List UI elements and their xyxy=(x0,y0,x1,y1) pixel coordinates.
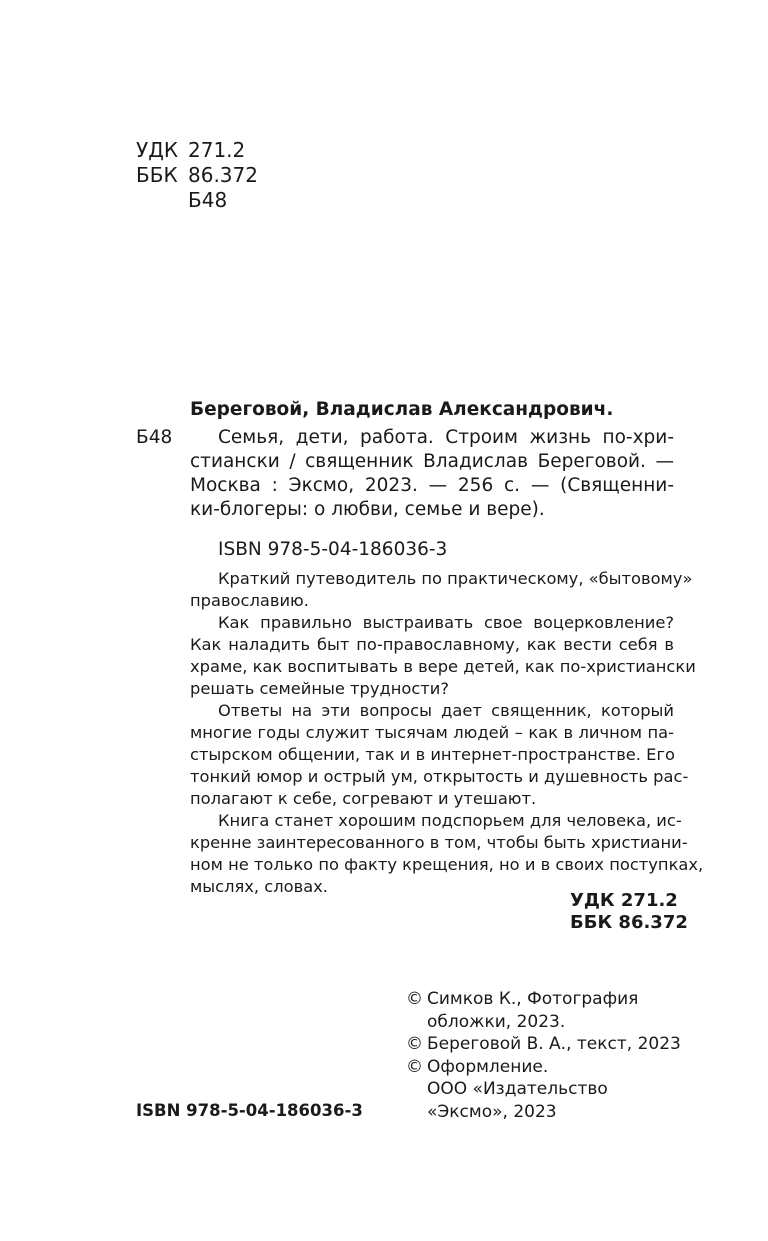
annotation-line: ном не только по факту крещения, но и в своих поступках, xyxy=(190,855,704,874)
annotation-line: полагают к себе, согревают и утешают. xyxy=(190,789,537,808)
copyright-line: «Эксмо», 2023 xyxy=(427,1101,557,1122)
copyright-line: Береговой В. А., текст, 2023 xyxy=(427,1034,681,1054)
copyright-symbol: © xyxy=(406,1034,423,1054)
udk-row xyxy=(136,138,258,163)
annotation-line: Ответы на эти вопросы дает священник, который xyxy=(218,701,674,720)
entry-main xyxy=(136,426,674,522)
bbk-row xyxy=(136,163,258,188)
copyright-symbol: © xyxy=(406,1056,423,1077)
copyright-line: обложки, 2023. xyxy=(427,1011,566,1032)
copyright-line: Оформление. xyxy=(427,1056,549,1077)
annotation-line: кренне заинтересованного в том, чтобы быть христиани- xyxy=(190,833,688,852)
copyright-line: ООО «Издательство xyxy=(427,1079,608,1099)
classification-block xyxy=(136,138,258,213)
annotation xyxy=(190,568,704,898)
author-sign-row xyxy=(136,188,258,213)
isbn-bottom: ISBN 978-5-04-186036-3 xyxy=(136,1101,363,1120)
copyright-symbol: © xyxy=(406,989,423,1009)
entry-desc-line: Москва : Эксмо, 2023. — 256 с. — (Священни- xyxy=(190,475,674,496)
entry-desc-line: ки-блогеры: о любви, семье и вере). xyxy=(190,499,545,520)
annotation-line: решать семейные трудности? xyxy=(190,679,449,698)
copyright-block xyxy=(406,988,681,1123)
entry-desc-line: Семья, дети, работа. Строим жизнь по-хри- xyxy=(218,427,674,448)
udk-value: 271.2 xyxy=(188,138,246,162)
entry-code: Б48 xyxy=(136,427,173,448)
annotation-line: Краткий путеводитель по практическому, «бытовому» xyxy=(218,569,693,588)
udk-footer-bbk: ББК 86.372 xyxy=(570,912,688,933)
annotation-line: стырском общении, так и в интернет-пространстве. Его xyxy=(190,745,675,764)
annotation-line: Как правильно выстраивать свое воцерковление? xyxy=(218,613,674,632)
entry-author: Береговой, Владислав Александрович. xyxy=(190,399,614,420)
author-sign: Б48 xyxy=(188,188,228,212)
udk-footer-udk: УДК 271.2 xyxy=(570,890,678,911)
bbk-value: 86.372 xyxy=(188,163,258,187)
annotation-line: храме, как воспитывать в вере детей, как по-христиански xyxy=(190,657,696,676)
annotation-line: мыслях, словах. xyxy=(190,877,328,896)
annotation-line: Книга станет хорошим подспорьем для человека, ис- xyxy=(218,811,682,830)
bibliographic-entry xyxy=(136,398,674,562)
annotation-line: православию. xyxy=(190,591,309,610)
udk-label: УДК xyxy=(136,138,179,162)
copyright-item xyxy=(406,1056,681,1124)
annotation-line: тонкий юмор и острый ум, открытость и душевность рас- xyxy=(190,767,689,786)
annotation-line: многие годы служит тысячам людей – как в личном па- xyxy=(190,723,674,742)
entry-desc-line: стиански / священник Владислав Береговой. — xyxy=(190,451,674,472)
bbk-label: ББК xyxy=(136,163,178,187)
copyright-item xyxy=(406,1033,681,1056)
entry-description xyxy=(190,426,674,522)
udk-footer xyxy=(570,890,688,934)
entry-isbn: ISBN 978-5-04-186036-3 xyxy=(218,539,448,560)
copyright-item xyxy=(406,988,681,1033)
annotation-line: Как наладить быт по-православному, как вести себя в xyxy=(190,635,674,654)
copyright-line: Симков К., Фотография xyxy=(427,989,639,1009)
